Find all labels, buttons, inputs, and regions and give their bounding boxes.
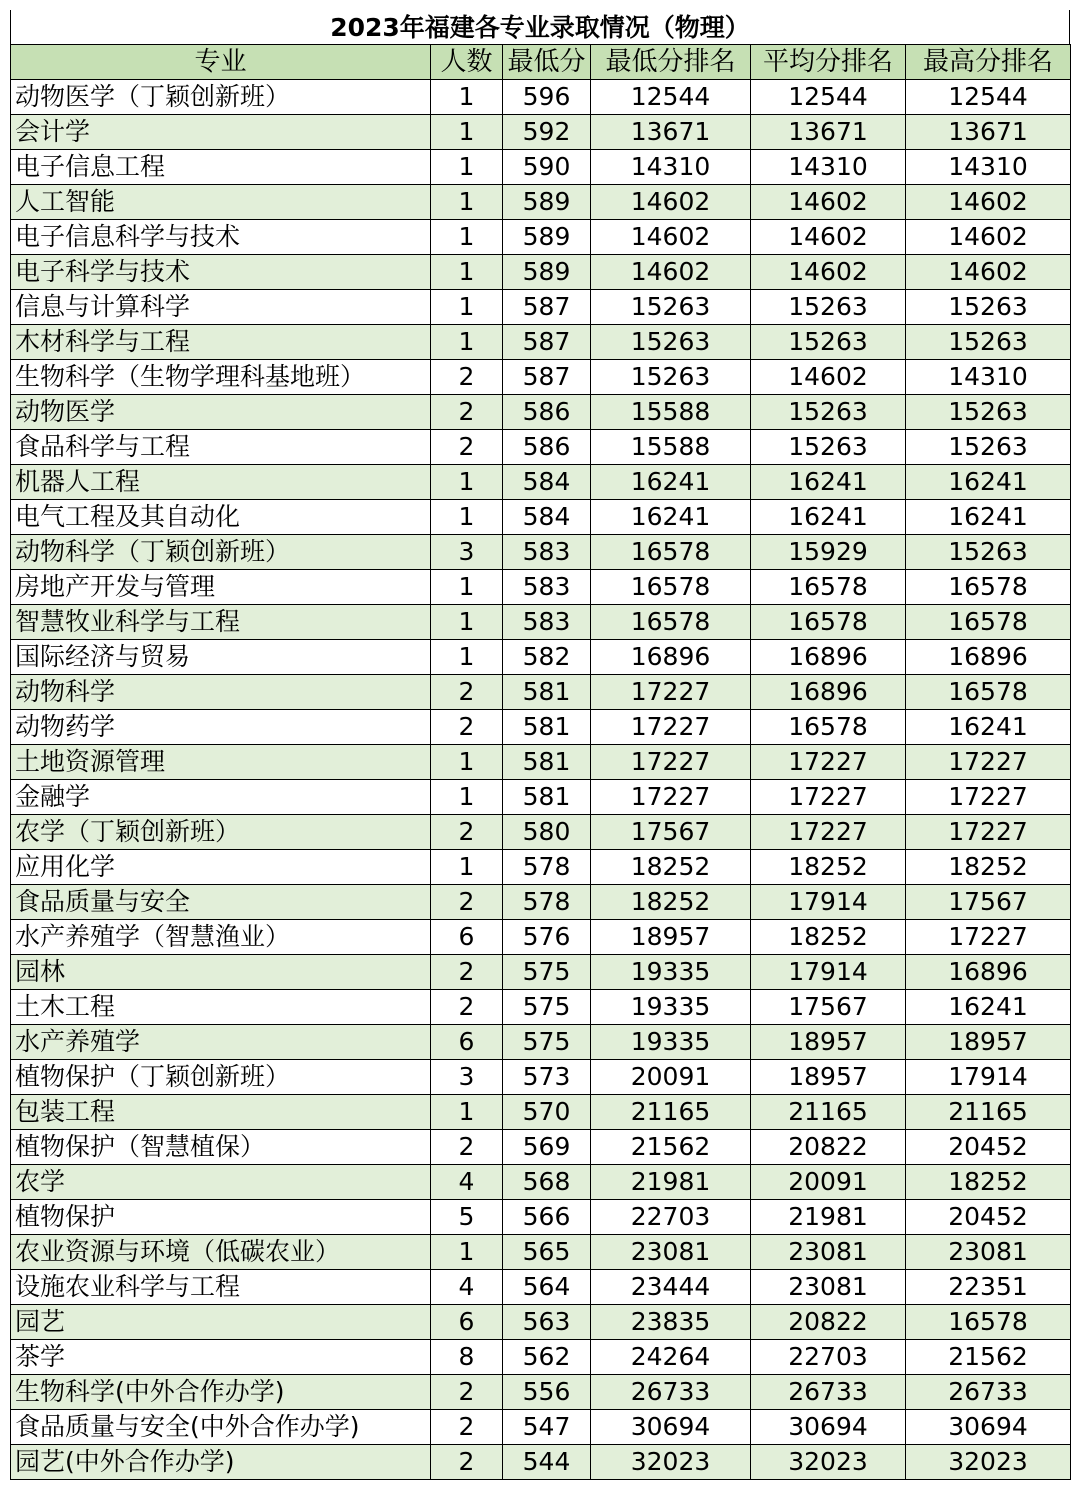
- cell-avg-rank: 15263: [751, 325, 906, 360]
- cell-major: 电子科学与技术: [11, 255, 431, 290]
- cell-max-rank: 23081: [906, 1235, 1071, 1270]
- cell-count: 1: [431, 220, 503, 255]
- cell-max-rank: 17227: [906, 815, 1071, 850]
- cell-major: 电子信息工程: [11, 150, 431, 185]
- cell-major: 土地资源管理: [11, 745, 431, 780]
- table-row: [11, 1095, 1071, 1130]
- cell-major: 信息与计算科学: [11, 290, 431, 325]
- cell-max-rank: 17567: [906, 885, 1071, 920]
- table-row: [11, 745, 1071, 780]
- cell-min-score: 589: [503, 255, 591, 290]
- header-min-rank: 最低分排名: [591, 45, 751, 80]
- cell-max-rank: 16578: [906, 570, 1071, 605]
- cell-major: 园林: [11, 955, 431, 990]
- header-max-rank: 最高分排名: [906, 45, 1071, 80]
- cell-min-rank: 13671: [591, 115, 751, 150]
- cell-min-rank: 24264: [591, 1340, 751, 1375]
- cell-count: 5: [431, 1200, 503, 1235]
- cell-avg-rank: 14602: [751, 255, 906, 290]
- table-row: [11, 1165, 1071, 1200]
- cell-count: 1: [431, 80, 503, 115]
- cell-max-rank: 15263: [906, 290, 1071, 325]
- cell-max-rank: 18957: [906, 1025, 1071, 1060]
- cell-avg-rank: 18957: [751, 1025, 906, 1060]
- cell-max-rank: 16578: [906, 605, 1071, 640]
- cell-major: 动物科学（丁颖创新班）: [11, 535, 431, 570]
- cell-min-score: 584: [503, 465, 591, 500]
- cell-min-rank: 26733: [591, 1375, 751, 1410]
- table-row: [11, 955, 1071, 990]
- table-row: [11, 255, 1071, 290]
- cell-avg-rank: 13671: [751, 115, 906, 150]
- cell-min-score: 565: [503, 1235, 591, 1270]
- cell-major: 生物科学（生物学理科基地班）: [11, 360, 431, 395]
- cell-min-rank: 17227: [591, 745, 751, 780]
- cell-min-score: 586: [503, 430, 591, 465]
- cell-max-rank: 22351: [906, 1270, 1071, 1305]
- cell-max-rank: 32023: [906, 1445, 1071, 1480]
- cell-max-rank: 13671: [906, 115, 1071, 150]
- table-row: [11, 710, 1071, 745]
- table-row: [11, 815, 1071, 850]
- cell-major: 电气工程及其自动化: [11, 500, 431, 535]
- table-row: [11, 1410, 1071, 1445]
- cell-avg-rank: 17227: [751, 815, 906, 850]
- cell-min-score: 562: [503, 1340, 591, 1375]
- cell-min-rank: 19335: [591, 1025, 751, 1060]
- cell-major: 国际经济与贸易: [11, 640, 431, 675]
- cell-min-score: 581: [503, 710, 591, 745]
- cell-min-rank: 17227: [591, 710, 751, 745]
- cell-count: 2: [431, 955, 503, 990]
- cell-min-rank: 16578: [591, 605, 751, 640]
- cell-count: 1: [431, 500, 503, 535]
- table-row: [11, 850, 1071, 885]
- cell-min-rank: 32023: [591, 1445, 751, 1480]
- table-row: [11, 920, 1071, 955]
- cell-min-score: 587: [503, 290, 591, 325]
- cell-min-score: 581: [503, 780, 591, 815]
- admission-table: [10, 44, 1071, 1480]
- table-row: [11, 640, 1071, 675]
- cell-min-score: 578: [503, 885, 591, 920]
- cell-avg-rank: 14310: [751, 150, 906, 185]
- cell-avg-rank: 18957: [751, 1060, 906, 1095]
- cell-min-score: 580: [503, 815, 591, 850]
- table-row: [11, 1305, 1071, 1340]
- cell-min-rank: 14310: [591, 150, 751, 185]
- cell-min-rank: 15263: [591, 290, 751, 325]
- table-row: [11, 675, 1071, 710]
- cell-major: 农学: [11, 1165, 431, 1200]
- table-row: [11, 1445, 1071, 1480]
- cell-avg-rank: 23081: [751, 1270, 906, 1305]
- cell-avg-rank: 14602: [751, 220, 906, 255]
- cell-min-rank: 15588: [591, 395, 751, 430]
- cell-min-score: 569: [503, 1130, 591, 1165]
- cell-min-rank: 12544: [591, 80, 751, 115]
- cell-avg-rank: 30694: [751, 1410, 906, 1445]
- table-row: [11, 1270, 1071, 1305]
- cell-min-rank: 19335: [591, 990, 751, 1025]
- table-row: [11, 360, 1071, 395]
- cell-max-rank: 14310: [906, 360, 1071, 395]
- cell-avg-rank: 14602: [751, 360, 906, 395]
- cell-major: 植物保护（丁颖创新班）: [11, 1060, 431, 1095]
- cell-major: 房地产开发与管理: [11, 570, 431, 605]
- table-row: [11, 1235, 1071, 1270]
- cell-max-rank: 16241: [906, 500, 1071, 535]
- cell-avg-rank: 15263: [751, 290, 906, 325]
- table-row: [11, 325, 1071, 360]
- cell-count: 1: [431, 850, 503, 885]
- cell-major: 动物科学: [11, 675, 431, 710]
- cell-min-score: 573: [503, 1060, 591, 1095]
- cell-min-rank: 14602: [591, 255, 751, 290]
- cell-avg-rank: 16241: [751, 465, 906, 500]
- table-row: [11, 185, 1071, 220]
- cell-count: 2: [431, 675, 503, 710]
- cell-count: 2: [431, 1410, 503, 1445]
- cell-min-score: 596: [503, 80, 591, 115]
- cell-major: 园艺: [11, 1305, 431, 1340]
- table-row: [11, 220, 1071, 255]
- cell-count: 1: [431, 325, 503, 360]
- cell-avg-rank: 15263: [751, 430, 906, 465]
- cell-major: 水产养殖学（智慧渔业）: [11, 920, 431, 955]
- cell-major: 植物保护: [11, 1200, 431, 1235]
- cell-min-score: 583: [503, 570, 591, 605]
- cell-count: 1: [431, 605, 503, 640]
- table-body: [11, 80, 1071, 1480]
- table-row: [11, 1130, 1071, 1165]
- cell-avg-rank: 21165: [751, 1095, 906, 1130]
- cell-min-score: 556: [503, 1375, 591, 1410]
- cell-max-rank: 16896: [906, 640, 1071, 675]
- cell-max-rank: 21165: [906, 1095, 1071, 1130]
- cell-major: 金融学: [11, 780, 431, 815]
- cell-max-rank: 16578: [906, 1305, 1071, 1340]
- cell-major: 土木工程: [11, 990, 431, 1025]
- cell-avg-rank: 26733: [751, 1375, 906, 1410]
- cell-avg-rank: 18252: [751, 850, 906, 885]
- cell-avg-rank: 15263: [751, 395, 906, 430]
- cell-count: 1: [431, 150, 503, 185]
- cell-min-rank: 16578: [591, 535, 751, 570]
- cell-major: 机器人工程: [11, 465, 431, 500]
- cell-count: 4: [431, 1270, 503, 1305]
- cell-min-rank: 15263: [591, 325, 751, 360]
- table-row: [11, 1200, 1071, 1235]
- cell-min-rank: 20091: [591, 1060, 751, 1095]
- cell-min-rank: 17227: [591, 780, 751, 815]
- cell-min-rank: 21562: [591, 1130, 751, 1165]
- table-row: [11, 780, 1071, 815]
- cell-major: 木材科学与工程: [11, 325, 431, 360]
- cell-min-rank: 19335: [591, 955, 751, 990]
- table-row: [11, 395, 1071, 430]
- cell-major: 食品质量与安全(中外合作办学): [11, 1410, 431, 1445]
- cell-count: 2: [431, 395, 503, 430]
- cell-min-score: 547: [503, 1410, 591, 1445]
- cell-max-rank: 21562: [906, 1340, 1071, 1375]
- cell-min-score: 586: [503, 395, 591, 430]
- cell-max-rank: 15263: [906, 535, 1071, 570]
- cell-count: 2: [431, 1375, 503, 1410]
- cell-count: 1: [431, 115, 503, 150]
- cell-avg-rank: 15929: [751, 535, 906, 570]
- cell-major: 农学（丁颖创新班）: [11, 815, 431, 850]
- cell-min-score: 575: [503, 990, 591, 1025]
- cell-avg-rank: 20822: [751, 1305, 906, 1340]
- cell-avg-rank: 22703: [751, 1340, 906, 1375]
- cell-max-rank: 17227: [906, 745, 1071, 780]
- cell-major: 会计学: [11, 115, 431, 150]
- cell-major: 食品科学与工程: [11, 430, 431, 465]
- cell-min-rank: 23444: [591, 1270, 751, 1305]
- cell-major: 设施农业科学与工程: [11, 1270, 431, 1305]
- cell-max-rank: 20452: [906, 1200, 1071, 1235]
- cell-count: 3: [431, 535, 503, 570]
- cell-min-score: 592: [503, 115, 591, 150]
- header-row: [11, 45, 1071, 80]
- cell-max-rank: 16896: [906, 955, 1071, 990]
- cell-avg-rank: 14602: [751, 185, 906, 220]
- cell-min-rank: 15588: [591, 430, 751, 465]
- cell-min-rank: 16578: [591, 570, 751, 605]
- cell-min-rank: 23835: [591, 1305, 751, 1340]
- cell-major: 电子信息科学与技术: [11, 220, 431, 255]
- cell-max-rank: 30694: [906, 1410, 1071, 1445]
- cell-count: 6: [431, 1305, 503, 1340]
- cell-count: 3: [431, 1060, 503, 1095]
- cell-count: 1: [431, 185, 503, 220]
- header-major: 专业: [11, 45, 431, 80]
- cell-max-rank: 18252: [906, 1165, 1071, 1200]
- cell-min-score: 587: [503, 325, 591, 360]
- cell-avg-rank: 21981: [751, 1200, 906, 1235]
- cell-max-rank: 16241: [906, 465, 1071, 500]
- table-row: [11, 570, 1071, 605]
- cell-max-rank: 17227: [906, 920, 1071, 955]
- cell-major: 农业资源与环境（低碳农业）: [11, 1235, 431, 1270]
- table-row: [11, 1375, 1071, 1410]
- cell-min-rank: 22703: [591, 1200, 751, 1235]
- cell-avg-rank: 23081: [751, 1235, 906, 1270]
- cell-min-rank: 17227: [591, 675, 751, 710]
- cell-min-rank: 21981: [591, 1165, 751, 1200]
- cell-count: 2: [431, 1445, 503, 1480]
- cell-min-score: 589: [503, 220, 591, 255]
- cell-max-rank: 15263: [906, 395, 1071, 430]
- cell-avg-rank: 18252: [751, 920, 906, 955]
- cell-avg-rank: 17227: [751, 745, 906, 780]
- cell-avg-rank: 16896: [751, 675, 906, 710]
- cell-min-rank: 17567: [591, 815, 751, 850]
- cell-major: 包装工程: [11, 1095, 431, 1130]
- cell-count: 2: [431, 885, 503, 920]
- cell-count: 4: [431, 1165, 503, 1200]
- cell-count: 6: [431, 1025, 503, 1060]
- cell-min-rank: 16896: [591, 640, 751, 675]
- cell-min-rank: 14602: [591, 185, 751, 220]
- cell-min-rank: 30694: [591, 1410, 751, 1445]
- cell-count: 2: [431, 430, 503, 465]
- cell-max-rank: 15263: [906, 325, 1071, 360]
- cell-avg-rank: 20091: [751, 1165, 906, 1200]
- cell-min-rank: 18957: [591, 920, 751, 955]
- cell-min-score: 578: [503, 850, 591, 885]
- cell-max-rank: 17914: [906, 1060, 1071, 1095]
- table-row: [11, 1340, 1071, 1375]
- cell-major: 茶学: [11, 1340, 431, 1375]
- cell-min-score: 566: [503, 1200, 591, 1235]
- cell-count: 1: [431, 745, 503, 780]
- cell-min-score: 587: [503, 360, 591, 395]
- header-min-score: 最低分: [503, 45, 591, 80]
- table-row: [11, 150, 1071, 185]
- cell-min-score: 582: [503, 640, 591, 675]
- cell-min-rank: 18252: [591, 885, 751, 920]
- cell-count: 2: [431, 1130, 503, 1165]
- cell-avg-rank: 20822: [751, 1130, 906, 1165]
- cell-avg-rank: 16578: [751, 605, 906, 640]
- cell-avg-rank: 16578: [751, 570, 906, 605]
- cell-max-rank: 16578: [906, 675, 1071, 710]
- cell-count: 8: [431, 1340, 503, 1375]
- spreadsheet: [10, 10, 1070, 1480]
- cell-avg-rank: 16896: [751, 640, 906, 675]
- cell-avg-rank: 16241: [751, 500, 906, 535]
- table-row: [11, 990, 1071, 1025]
- cell-min-score: 581: [503, 745, 591, 780]
- table-row: [11, 115, 1071, 150]
- cell-count: 1: [431, 1095, 503, 1130]
- cell-avg-rank: 17227: [751, 780, 906, 815]
- cell-major: 动物医学（丁颖创新班）: [11, 80, 431, 115]
- table-row: [11, 430, 1071, 465]
- cell-count: 2: [431, 360, 503, 395]
- cell-count: 2: [431, 990, 503, 1025]
- cell-min-score: 544: [503, 1445, 591, 1480]
- table-row: [11, 80, 1071, 115]
- cell-max-rank: 14602: [906, 185, 1071, 220]
- cell-max-rank: 16241: [906, 710, 1071, 745]
- header-avg-rank: 平均分排名: [751, 45, 906, 80]
- table-title: 2023年福建各专业录取情况（物理）: [10, 10, 1070, 44]
- cell-min-rank: 14602: [591, 220, 751, 255]
- cell-max-rank: 14602: [906, 220, 1071, 255]
- cell-count: 1: [431, 640, 503, 675]
- cell-avg-rank: 12544: [751, 80, 906, 115]
- cell-avg-rank: 16578: [751, 710, 906, 745]
- cell-count: 2: [431, 710, 503, 745]
- table-row: [11, 465, 1071, 500]
- cell-max-rank: 26733: [906, 1375, 1071, 1410]
- cell-max-rank: 14602: [906, 255, 1071, 290]
- cell-major: 植物保护（智慧植保）: [11, 1130, 431, 1165]
- cell-count: 2: [431, 815, 503, 850]
- cell-count: 1: [431, 780, 503, 815]
- cell-major: 食品质量与安全: [11, 885, 431, 920]
- cell-min-rank: 16241: [591, 465, 751, 500]
- cell-min-score: 564: [503, 1270, 591, 1305]
- cell-avg-rank: 32023: [751, 1445, 906, 1480]
- cell-max-rank: 15263: [906, 430, 1071, 465]
- cell-min-rank: 18252: [591, 850, 751, 885]
- cell-max-rank: 16241: [906, 990, 1071, 1025]
- cell-major: 人工智能: [11, 185, 431, 220]
- cell-avg-rank: 17914: [751, 955, 906, 990]
- cell-max-rank: 12544: [906, 80, 1071, 115]
- cell-major: 动物医学: [11, 395, 431, 430]
- cell-min-rank: 23081: [591, 1235, 751, 1270]
- cell-avg-rank: 17567: [751, 990, 906, 1025]
- table-row: [11, 535, 1071, 570]
- cell-min-rank: 15263: [591, 360, 751, 395]
- cell-count: 1: [431, 570, 503, 605]
- cell-min-score: 563: [503, 1305, 591, 1340]
- cell-major: 动物药学: [11, 710, 431, 745]
- table-row: [11, 1060, 1071, 1095]
- table-row: [11, 605, 1071, 640]
- cell-min-score: 568: [503, 1165, 591, 1200]
- header-count: 人数: [431, 45, 503, 80]
- cell-count: 1: [431, 290, 503, 325]
- cell-max-rank: 14310: [906, 150, 1071, 185]
- cell-major: 应用化学: [11, 850, 431, 885]
- cell-max-rank: 18252: [906, 850, 1071, 885]
- cell-min-score: 570: [503, 1095, 591, 1130]
- table-row: [11, 1025, 1071, 1060]
- cell-major: 智慧牧业科学与工程: [11, 605, 431, 640]
- cell-count: 1: [431, 465, 503, 500]
- cell-min-score: 584: [503, 500, 591, 535]
- cell-avg-rank: 17914: [751, 885, 906, 920]
- cell-major: 水产养殖学: [11, 1025, 431, 1060]
- cell-min-score: 590: [503, 150, 591, 185]
- cell-min-rank: 21165: [591, 1095, 751, 1130]
- cell-major: 生物科学(中外合作办学): [11, 1375, 431, 1410]
- cell-count: 1: [431, 1235, 503, 1270]
- cell-min-score: 583: [503, 605, 591, 640]
- cell-max-rank: 20452: [906, 1130, 1071, 1165]
- cell-count: 1: [431, 255, 503, 290]
- cell-max-rank: 17227: [906, 780, 1071, 815]
- cell-count: 6: [431, 920, 503, 955]
- cell-min-score: 583: [503, 535, 591, 570]
- cell-min-score: 575: [503, 1025, 591, 1060]
- cell-min-score: 589: [503, 185, 591, 220]
- cell-min-score: 581: [503, 675, 591, 710]
- cell-major: 园艺(中外合作办学): [11, 1445, 431, 1480]
- table-row: [11, 885, 1071, 920]
- table-row: [11, 290, 1071, 325]
- table-row: [11, 500, 1071, 535]
- cell-min-score: 575: [503, 955, 591, 990]
- cell-min-rank: 16241: [591, 500, 751, 535]
- cell-min-score: 576: [503, 920, 591, 955]
